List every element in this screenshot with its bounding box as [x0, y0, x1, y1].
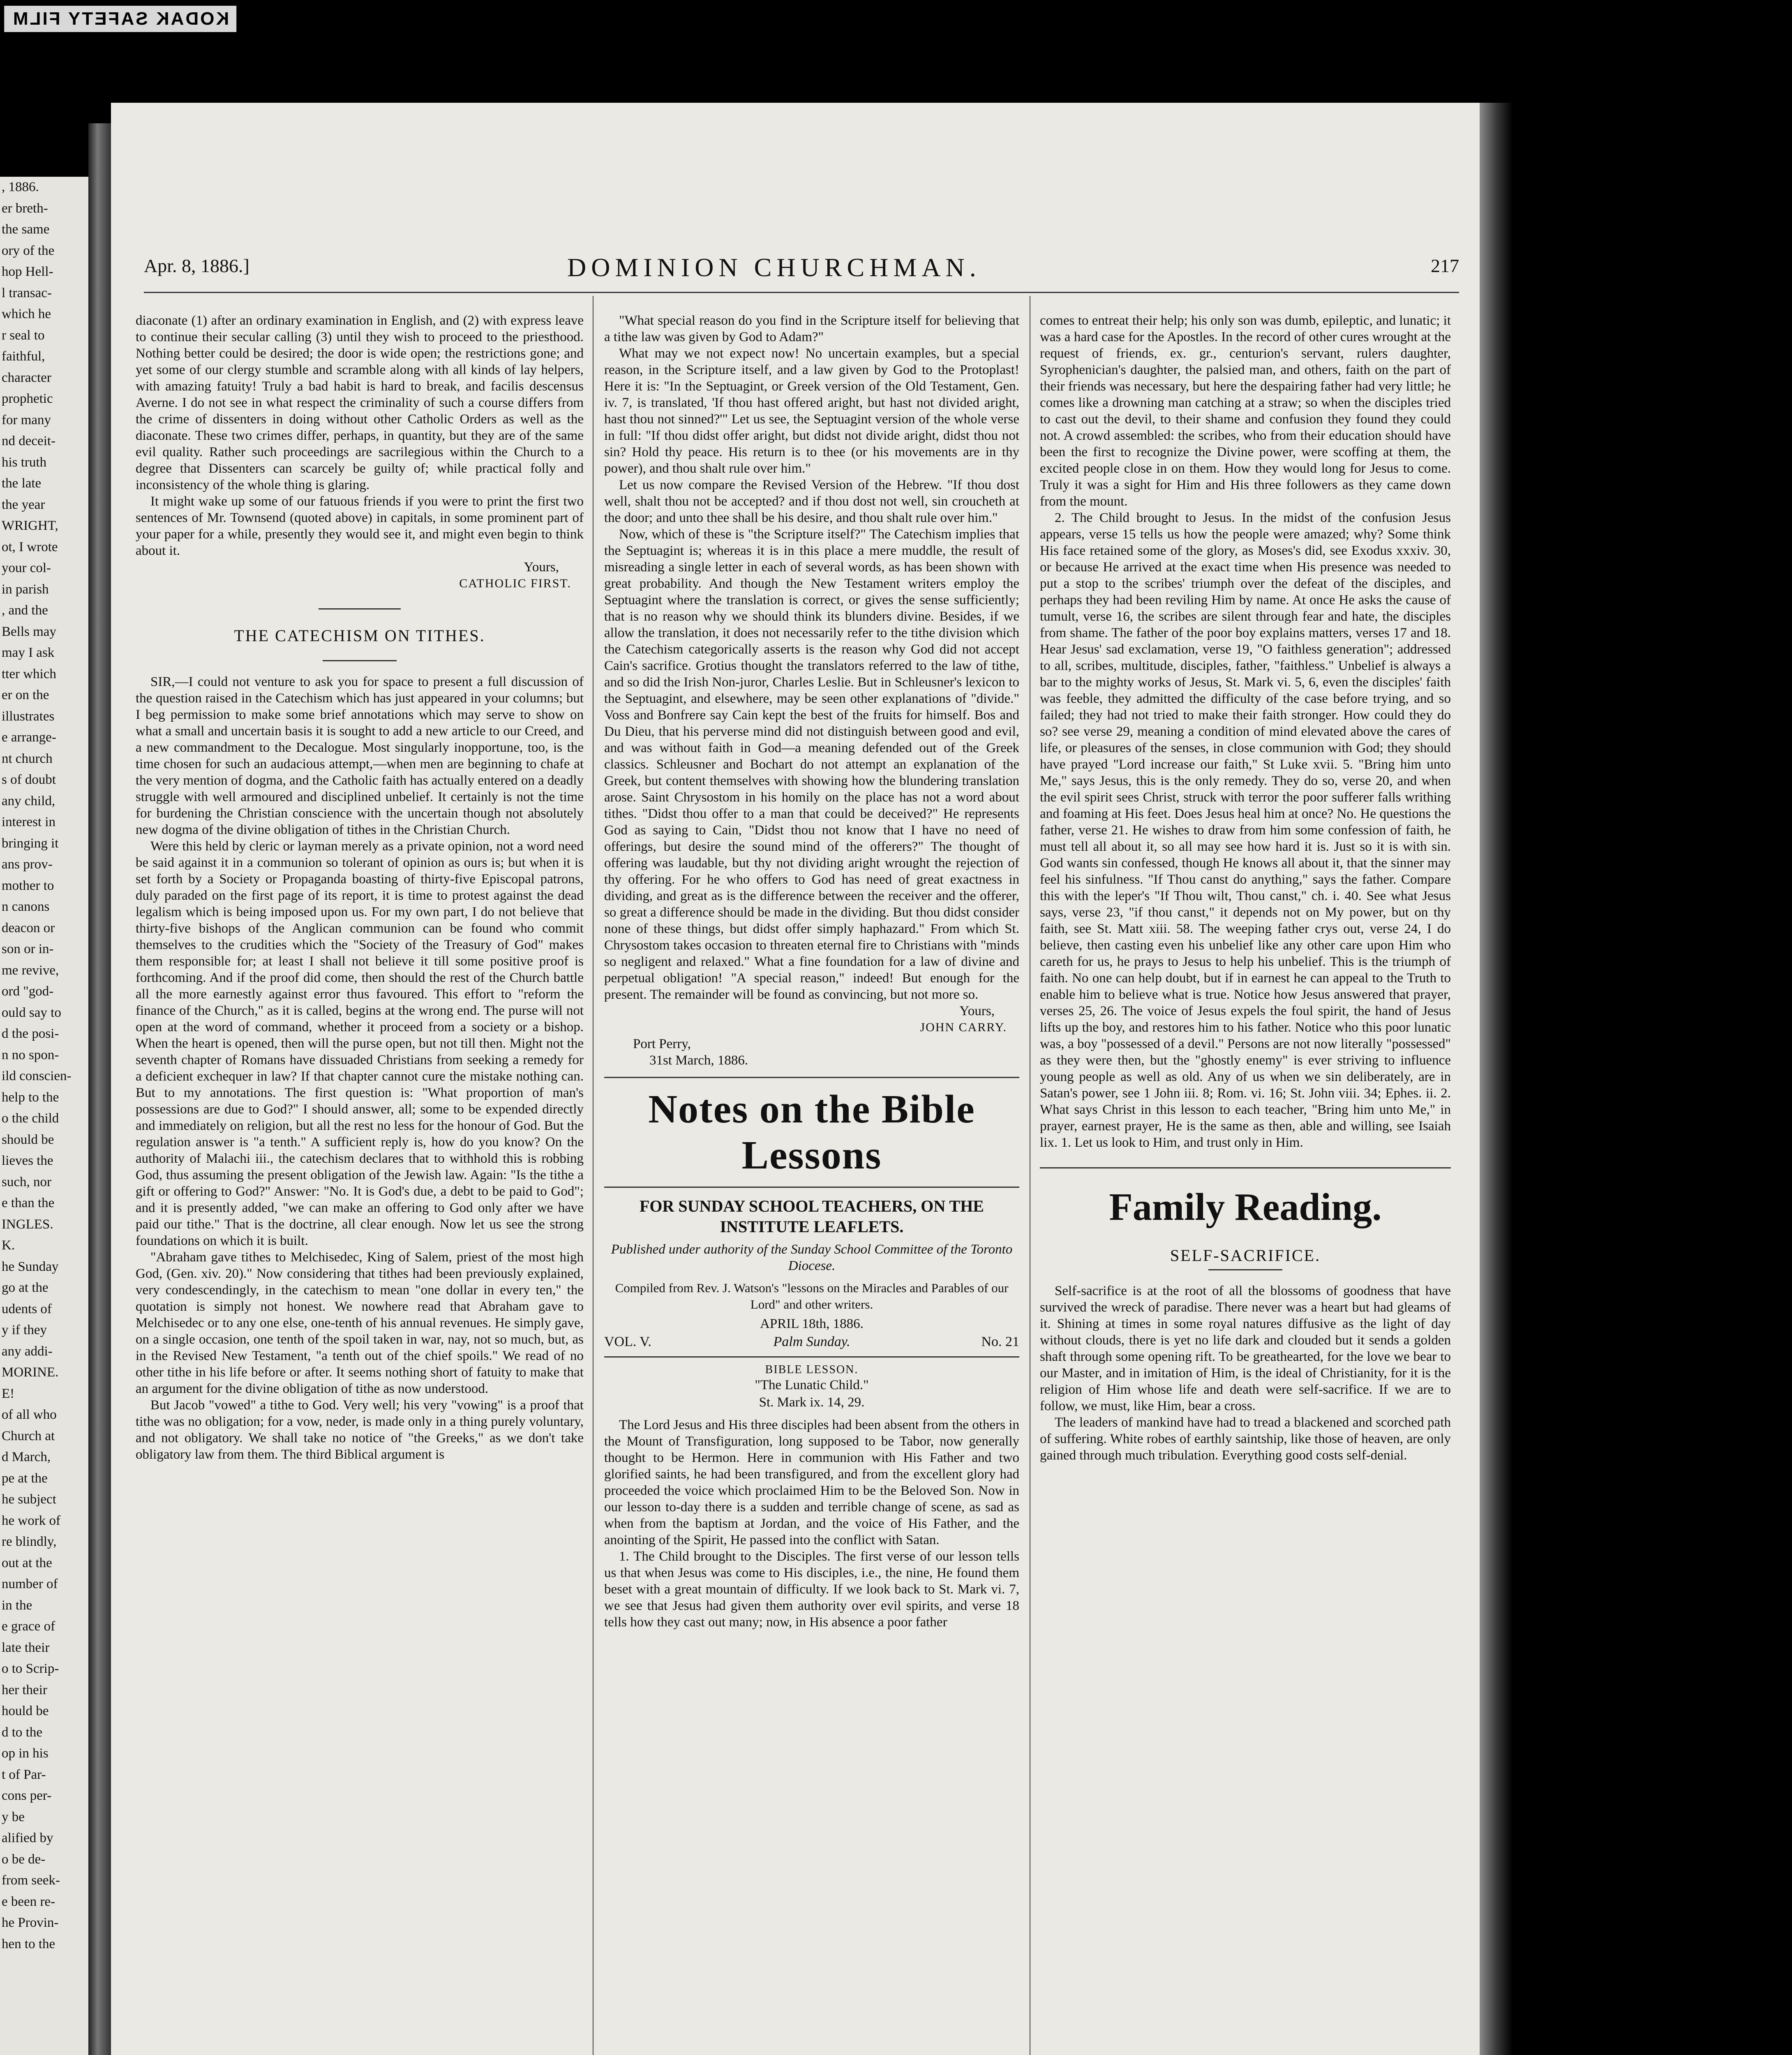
previous-page-line: y be	[2, 1809, 25, 1824]
lesson-number: No. 21	[981, 1334, 1019, 1349]
previous-page-line: from seek-	[2, 1873, 60, 1888]
previous-page-line: o the child	[2, 1111, 59, 1126]
previous-page-line: y if they	[2, 1323, 47, 1337]
page-edge-shadow	[1480, 103, 1513, 2055]
previous-page-line: prophetic	[2, 391, 53, 406]
previous-page-line: which he	[2, 307, 51, 321]
previous-page-line: d the posi-	[2, 1026, 59, 1041]
previous-page-line: ory of the	[2, 243, 55, 258]
letter-continuation	[136, 312, 584, 592]
previous-page-line: such, nor	[2, 1174, 51, 1189]
notes-compiled: Compiled from Rev. J. Watson's "lessons on the Miracles and Parables of our Lord" and other writers.	[615, 1281, 1009, 1312]
previous-page-line: ould say to	[2, 1005, 61, 1020]
previous-page-line: the year	[2, 497, 45, 512]
previous-page-line: the same	[2, 222, 50, 237]
section-divider	[604, 1077, 1019, 1078]
previous-page-line: in the	[2, 1598, 32, 1613]
previous-page-line: E!	[2, 1386, 15, 1401]
previous-page-line: re blindly,	[2, 1534, 57, 1549]
previous-page-line: of all who	[2, 1407, 57, 1422]
previous-page-line: pe at the	[2, 1471, 48, 1486]
bible-lesson-label: BIBLE LESSON.	[765, 1363, 859, 1376]
notes-authority: Published under authority of the Sunday School Committee of the Toronto Diocese.	[611, 1242, 1013, 1273]
page-number: 217	[1431, 255, 1459, 276]
lesson-paragraph: The Lord Jesus and His three disciples had been absent from the others in the Mount of Transfiguration, long supposed to be Tabor, now generally thought to be Hermon. Here in communion with His Father and two glorified saints, he had been transfigured, and from the excellent glory had proceeded the voice which proclaimed Him to be the Beloved Son. Now in our lesson to-day there is a sudden and terrible change of scene, as sad as when from the baptism at Jordan, and the voice of His Father, and the anointing of the Spirit, He passed into the conflict with Satan.	[604, 1418, 1019, 1547]
letter-signature: JOHN CARRY.	[920, 1021, 1007, 1034]
previous-page-line: out at the	[2, 1555, 52, 1570]
heading-underline	[1208, 1269, 1282, 1270]
heading-underline	[323, 660, 397, 661]
previous-page-line: o to Scrip-	[2, 1661, 59, 1676]
previous-page-line: in parish	[2, 582, 49, 597]
previous-page-line: d to the	[2, 1725, 42, 1740]
article-paragraph: But Jacob "vowed" a tithe to God. Very well; his very "vowing" is a proof that tithe was no obligation; for a vow, neder, is made only in a thing purely voluntary, and not obligatory. We shall take no notice of "the Greeks," as we don't take obligatory law from them. The third Biblical argument is	[136, 1398, 584, 1462]
lesson-paragraph: 2. The Child brought to Jesus. In the midst of the confusion Jesus appears, verse 15 tells us how the people were amazed; why? Some think His face retained some of the glory, as Moses's did, see Exodus xxxiv. 30, or because He arrived at the exact time when His presence was needed to put a stop to the scribes' triumph over the defeat of the disciples, and perhaps they had been reviling Him by name. At once He asks the cause of tumult, verse 16, the scribes are silent through fear and hate, the disciples from shame. The father of the poor boy explains matters, verses 17 and 18. Hear Jesus' sad exclamation, verse 19, "O faithless generation"; addressed to all, scribes, multitude, disciples, father, "faithless." Unbelief is always a bar to the mighty works of Jesus, St. Mark vi. 5, 6, even the disciples' faith was feeble, they admitted the difficulty of the case before trying, and so failed; they had not tried to make their faith stronger. How could they do so? see verse 29, meaning a condition of mind elevated above the cares of life, or pleasures of the senses, in close communion with God; they should have prayed "Lord increase our faith," St Luke xvii. 5. "Bring him unto Me," says Jesus, this is the only remedy. They do so, verse 20, and when the evil spirit sees Christ, struck with terror the poor sufferer falls writhing and foaming at His feet. Does Jesus heal him at once? No. He questions the father, verse 21. He wishes to draw from him some confession of faith, he must tell all about it, so all may see how hard it is. Just so it is with sin. God wants sin confessed, though He knows all about it, that the sinner may feel his sinfulness. "If Thou canst do anything," says the father. Compare this with the leper's "If Thou wilt, Thou canst," ch. i. 40. See what Jesus says, verse 23, "if thou canst," it depends not on My power, but on thy faith, see St. Matt xiii. 58. The weeping father crys out, verse 24, I do believe, then casting even his unbelief like any other care upon Him who careth for us, he prays to Jesus to help his unbelief. This is the triumph of faith. No one can help doubt, but if in earnest he can appeal to the Truth to enable him to believe what is true. Notice how Jesus answered that prayer, verses 25, 26. The voice of Jesus expels the foul spirit, the hand of Jesus lifts up the boy, and restores him to his father. Notice who this poor lunatic was, a boy "possessed of a devil." Persons are not now literally "possessed" as they were then, but the "ghostly enemy" is ever striving to influence young people as well as old. Any of us when we sin deliberately, are in Satan's power, see 1 John iii. 8; Rom. vi. 16; St. John viii. 34; Ephes. ii. 2. What says Christ in this lesson to each teacher, "Bring him unto Me," in prayer, earnest prayer, He is the same as then, able and willing, see Isaiah lix. 1. Let us look to Him, and trust only in Him.	[1040, 510, 1451, 1150]
previous-page-line: n canons	[2, 899, 50, 914]
previous-page-line: go at the	[2, 1280, 48, 1295]
letter-yours: Yours,	[524, 560, 559, 575]
letter-date: 31st March, 1886.	[649, 1053, 748, 1068]
previous-page-line: d March,	[2, 1450, 51, 1464]
previous-page-line: he work of	[2, 1513, 60, 1528]
previous-page-line: ild conscien-	[2, 1069, 72, 1083]
previous-page-line: ord "god-	[2, 984, 54, 999]
previous-page-fragment	[0, 177, 88, 2055]
previous-page-line: should be	[2, 1132, 54, 1147]
tithes-article-continued	[604, 312, 1019, 1069]
previous-page-line: help to the	[2, 1090, 59, 1105]
section-divider	[604, 1187, 1019, 1188]
lesson-title: "The Lunatic Child."	[755, 1378, 869, 1392]
previous-page-line: n no spon-	[2, 1047, 59, 1062]
previous-page-line: e been re-	[2, 1894, 55, 1909]
section-divider	[319, 608, 401, 610]
previous-page-line: the late	[2, 476, 42, 491]
previous-page-line: lieves the	[2, 1153, 53, 1168]
previous-page-line: hould be	[2, 1704, 49, 1718]
previous-page-line: INGLES.	[2, 1217, 53, 1232]
previous-page-line: illustrates	[2, 709, 55, 724]
article-paragraph: The leaders of mankind have had to tread a blackened and scorched path of suffering. White robes of earthly saintship, like those of heaven, are only gained through much tribulation. Everything good costs self-denial.	[1040, 1415, 1451, 1463]
notes-subtitle: FOR SUNDAY SCHOOL TEACHERS, ON THE INSTITUTE LEAFLETS.	[640, 1197, 984, 1236]
previous-page-line: l transac-	[2, 285, 52, 300]
column-2	[604, 251, 1019, 2055]
previous-page-line: mother to	[2, 878, 54, 893]
section-divider	[604, 1356, 1019, 1358]
article-paragraph: Now, which of these is "the Scripture itself?" The Catechism implies that the Septuagint is; whereas it is in this place a mere muddle, the result of misreading a single letter in each of several words, as has been shown with great probability. And though the New Testament writers employ the Septuagint where the translation is correct, or gives the sense sufficiently; that is no reason why we should think its blunders divine. Besides, if we allow the translation, it does not necessarily refer to the tithe division which the Catechism categorically asserts is the reason why God did not accept Cain's sacrifice. Grotius thought the translators referred to the law of tithe, and so did the Irish Non-juror, Charles Leslie. But in Schleusner's lexicon to the Septuagint, and elsewhere, may be seen other explanations of "divide." Voss and Bonfrere say Cain kept the best of the fruits for himself. Bos and Du Dieu, that his perverse mind did not distinguish between good and evil, and was without faith in God—a meaning defended out of the Greek classics. Schleusner and Bochart do not attempt an explanation of the Greek, but content themselves with showing how the blundering translation arose. Saint Chrysostom in his homily on the place has not a word about tithes. "Didst thou offer to a man that could be deceived?" He represents God as saying to Cain, "Didst thou not know that I have no need of offerings, but desire the sound mind of the offerers?" The thought of offering was laudable, but thy not dividing aright wrought the rejection of thy offering. For he who offers to God has need of great exactness in dividing, and great as is the difference between the receiver and the offerer, so great a difference should be made in the dividing. But thou didst consider none of these things, but didst offer simply haphazard." From which St. Chrysostom takes occasion to threaten eternal fire to Christians with "minds so negligent and relaxed." What a fine foundation for a law of divine and perpetual obligation! "A special reason," indeed! But enough for the present. The remainder will be found as convincing, but not more so.	[604, 527, 1019, 1002]
previous-page-line: may I ask	[2, 645, 55, 660]
article-paragraph: Were this held by cleric or layman merely as a private opinion, not a word need be said against it in a communion so tolerant of opinion as ours is; but when it is set forth by a Society or Propaganda boasting of thirty-five Episcopal patrons, duly paraded on the first page of its report, it is time to protest against the dead legalism which is being imposed upon us. For my own part, I do not believe that thirty-five bishops of the Anglican communion can be found who commit themselves to the crudities which the "Society of the Treasury of God" makes them responsible for; at least I shall not believe it till some positive proof is forthcoming. And if the proof did come, then should the rest of the Church battle all the more earnestly against error thus favoured. This effort to "reform the finance of the Church," as it is called, begins at the wrong end. The purse will not open at the word of command, whether it proceed from a society or a bishop. When the heart is opened, then will the purse open, but not till then. Might not the seventh chapter of Romans have dissuaded Christians from seeking a remedy for a deficient exchequer in law? If that chapter cannot cure the mistake nothing can. But to my annotations. The first question is: "What proportion of man's possessions are due to God?" I should answer, all; some to be expended directly and immediately on religion, but all the rest no less for the honour of God. But the regulation answer is "a tenth." A sufficient reply is, how do you know? On the authority of Malachi iii., the catechism declares that to withhold this is robbing God, thus assuming the present obligation of the Jewish law. Again: "Is the tithe a gift or offering to God?" Answer: "No. It is God's due, a debt to be paid to God"; and it is presently added, "we can make an offering to God only after we have paid our tithe." That is the doctrine, all clear enough. Now let us see the strong foundations on which it is built.	[136, 839, 584, 1248]
previous-page-line: s of doubt	[2, 772, 56, 787]
letter-paragraph: It might wake up some of our fatuous friends if you were to print the first two sentences of Mr. Townsend (quoted above) in capitals, in some prominent part of your paper for a while, presently they would see it, and might even begin to think about it.	[136, 494, 584, 558]
previous-page-line: son or in-	[2, 942, 54, 956]
previous-page-line: me revive,	[2, 963, 59, 978]
previous-page-line: her their	[2, 1682, 47, 1697]
column-1	[136, 312, 584, 2055]
previous-page-line: Church at	[2, 1428, 55, 1443]
book-gutter	[88, 123, 111, 2055]
previous-page-line: alified by	[2, 1831, 53, 1845]
previous-page-line: hop Hell-	[2, 264, 53, 279]
lesson-date: APRIL 18th, 1886.	[760, 1316, 864, 1331]
previous-page-line: any child,	[2, 793, 55, 808]
previous-page-line: , and the	[2, 603, 48, 618]
previous-page-line: your col-	[2, 561, 51, 575]
previous-page-line: nd deceit-	[2, 434, 56, 448]
issue-date: Apr. 8, 1886.]	[144, 255, 249, 276]
article-paragraph: Self-sacrifice is at the root of all the blossoms of goodness that have survived the wreck of paradise. There never was a heart but had gleams of it. Shining at times in some royal natures diffusive as the light of day without clouds, there is yet no life dark and clouded but it sends a golden shaft through some opening rift. To be greathearted, for the love we bear to our Master, and in imitation of Him, is the ideal of Christianity, for it is the religion of Him whose life and death were self-sacrifice. If we are to follow, we must, like Him, bear a cross.	[1040, 1284, 1451, 1413]
column-3	[1040, 251, 1451, 2055]
previous-page-line: e grace of	[2, 1619, 55, 1634]
previous-page-line: he subject	[2, 1492, 56, 1507]
article-paragraph: "What special reason do you find in the Scripture itself for believing that a tithe law was given by God to Adam?"	[604, 313, 1019, 344]
masthead-title: DOMINION CHURCHMAN.	[567, 253, 981, 282]
previous-page-line: he Sunday	[2, 1259, 59, 1274]
previous-page-line: t of Par-	[2, 1767, 46, 1782]
previous-page-line: er on the	[2, 688, 49, 702]
lesson-continued	[1040, 312, 1451, 1151]
previous-page-line: cons per-	[2, 1788, 52, 1803]
lesson-paragraph: comes to entreat their help; his only son was dumb, epileptic, and lunatic; it was a hard case for the Apostles. In the record of other cures wrought at the request of friends, ex. gr., centurion's servant, rulers daughter, Syrophenician's daughter, the palsied man, and others, faith on the part of their friends was necessary, but here the despairing father had very little; he comes like a drowning man catching at a straw; so when the disciples tried to cast out the devil, to their shame and confusion they found they could not. A crowd assembled: the scribes, who from their education should have been the first to recognize the Divine power, were scoffing at them, the excited people close in on them. How they would long for Jesus to come. Truly it was a sight for Him and His three followers as they came down from the mount.	[1040, 313, 1451, 509]
previous-page-line: Bells may	[2, 624, 56, 639]
previous-page-line: he Provin-	[2, 1915, 59, 1930]
previous-page-line: deacon or	[2, 920, 55, 935]
article-paragraph: "Abraham gave tithes to Melchisedec, King of Salem, priest of the most high God, (Gen. xiv. 20)." Now considering that tithes had been previously explained, very condescendingly, in the catechism to mean "one dollar in every ten," the quotation is simply not honest. We nowhere read that Abraham gave to Melchisedec or to any one else, one-tenth of his annual revenues. He simply gave, on a single occasion, one tenth of the spoil taken in war, nay, not so much, but, as in the Revised New Testament, "a tenth out of the chief spoils." We read of no other tithe in his life before or after. It seems nothing short of fatuity to make that an argument for the divine obligation of tithe as now understood.	[136, 1250, 584, 1396]
previous-page-line: any addi-	[2, 1344, 53, 1359]
sunday-name: Palm Sunday.	[773, 1334, 850, 1349]
previous-page-line: character	[2, 370, 51, 385]
film-edge-label: KODAK SAFETY FILM	[4, 6, 236, 32]
newspaper-page	[111, 103, 1480, 2055]
previous-page-line: K.	[2, 1238, 15, 1253]
tithes-heading: THE CATECHISM ON TITHES.	[234, 626, 485, 645]
article-paragraph: Let us now compare the Revised Version of the Hebrew. "If thou dost well, shalt thou not be accepted? and if thou dost not well, sin croucheth at the door; and unto thee shall be his desire, and thou shalt rule over him."	[604, 478, 1019, 525]
previous-page-line: WRIGHT,	[2, 518, 58, 533]
previous-page-line: e arrange-	[2, 730, 56, 745]
previous-page-line: tter which	[2, 666, 56, 681]
lesson-reference: St. Mark ix. 14, 29.	[759, 1395, 865, 1410]
previous-page-line: r seal to	[2, 328, 45, 343]
previous-page-line: nt church	[2, 751, 53, 766]
film-edge	[0, 0, 1792, 45]
previous-page-line: faithful,	[2, 349, 45, 364]
previous-page-line: ans prov-	[2, 857, 53, 872]
previous-page-line: udents of	[2, 1301, 52, 1316]
letter-place: Port Perry,	[633, 1037, 691, 1051]
lesson-paragraph: 1. The Child brought to the Disciples. The first verse of our lesson tells us that when Jesus was come to His disciples, i.e., the nine, He found them beset with a great mountain of difficulty. If we look back to St. Mark vi. 7, we see that Jesus had given them authority over evil spirits, and verse 18 tells how they cast out many; now, in His absence a poor father	[604, 1549, 1019, 1630]
letter-signature: CATHOLIC FIRST.	[459, 577, 571, 590]
previous-page-line: MORINE.	[2, 1365, 59, 1380]
section-divider	[1040, 1167, 1451, 1168]
letter-yours: Yours,	[959, 1004, 995, 1018]
previous-page-line: o be de-	[2, 1852, 46, 1867]
previous-page-line: bringing it	[2, 836, 59, 851]
previous-page-line: e than the	[2, 1196, 55, 1210]
previous-page-line: late their	[2, 1640, 50, 1655]
previous-page-line: for many	[2, 412, 51, 427]
volume-line	[604, 1334, 1019, 1354]
letter-paragraph: diaconate (1) after an ordinary examination in English, and (2) with express leave to continue their secular calling (3) until they wish to proceed to the priesthood. Nothing better could be desired; the door is wide open; the restrictions gone; and yet some of our clergy stumble and scramble along with all kinds of lay helpers, with amazing fatuity! Truly a bad habit is hard to break, and facilis descensus Averne. I do not see in what respect the criminality of such a course differs from the crime of dissenters in doing without other Catholic Orders as well as the diaconate. These two crimes differ, perhaps, in quantity, but they are of the same evil quality. Rather such proceedings are sacrilegious within the Church to a degree that Dissenters can scarcely be guilty of; while practical folly and inconsistency of the whole thing is glaring.	[136, 313, 584, 492]
previous-page-line: , 1886.	[2, 180, 39, 194]
tithes-article	[136, 674, 584, 1463]
previous-page-line: number of	[2, 1577, 58, 1591]
previous-page-line: ot, I wrote	[2, 539, 58, 554]
article-paragraph: What may we not expect now! No uncertain examples, but a special reason, in the Scripture itself, and a law given by God to the Protoplast! Here it is: "In the Septuagint, or Greek version of the Old Testament, Gen. iv. 7, is translated, 'If thou hast offered aright, but hast not divided aright, hast thou not sinned?'" Let us see, the Septuagint version of the whole verse in full: "If thou didst offer aright, but didst not divide aright, didst thou not sin? Hold thy peace. His return is to thee (or his movements are in thy power), and thou shalt rule over him."	[604, 346, 1019, 476]
article-paragraph: SIR,—I could not venture to ask you for space to present a full discussion of the question raised in the Catechism which has just appeared in your columns; but I beg permission to make some brief annotations which may serve to show on what a small and uncertain basis it is sought to add a new article to our Creed, and a new commandment to the Decalogue. Most singularly inopportune, too, is the time chosen for such an audacious attempt,—when men are beginning to chafe at the very mention of dogma, and the Catholic faith has actually entered on a deadly struggle with well armoured and disciplined unbelief. It certainly is not the time for burdening the Christian conscience with the uncertain though not absolutely new dogma of the divine obligation of tithes in the Christian Church.	[136, 674, 584, 837]
self-sacrifice-heading: SELF-SACRIFICE.	[1170, 1246, 1321, 1265]
previous-page-line: er breth-	[2, 201, 48, 216]
previous-page-line: op in his	[2, 1746, 48, 1761]
family-reading-title: Family Reading.	[1109, 1186, 1382, 1228]
previous-page-line: hen to the	[2, 1936, 55, 1951]
notes-title: Notes on the Bible Lessons	[648, 1087, 975, 1178]
previous-page-line: interest in	[2, 815, 56, 829]
previous-page-line: his truth	[2, 455, 47, 470]
volume-number: VOL. V.	[604, 1334, 651, 1349]
